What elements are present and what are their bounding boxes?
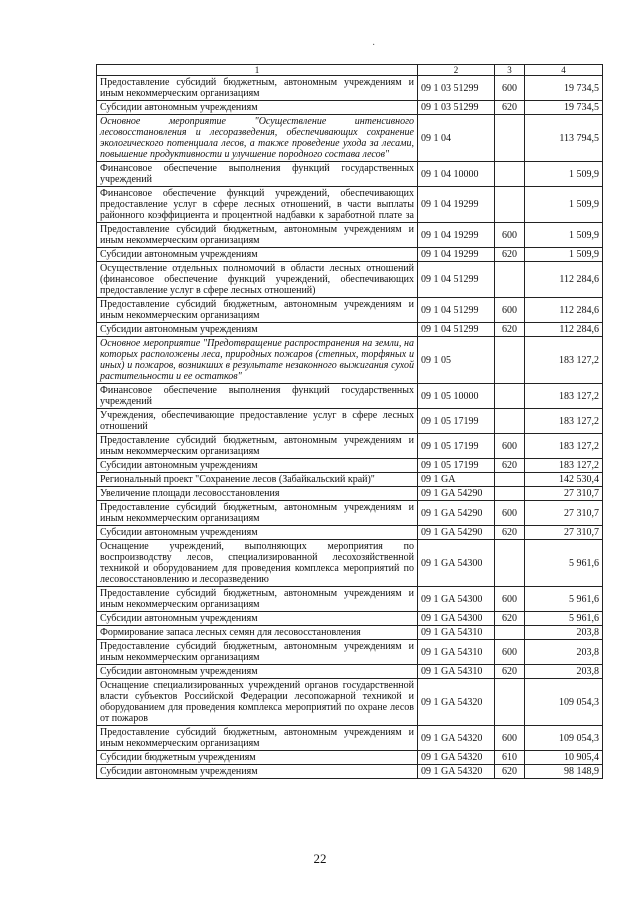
row-expense-type: 600 [495, 640, 525, 665]
row-name: Предоставление субсидий бюджетным, автономным учреждениям и иным некоммерческим организациям [97, 434, 418, 459]
row-amount: 183 127,2 [525, 384, 603, 409]
row-name: Основное мероприятие "Осуществление интенсивного лесовосстановления и лесоразведения, обеспечивающих сохранение экологического потенциала лесов, а также проведение ухода за лесами, повышение продуктивности и улучшение породного состава лесов" [97, 115, 418, 162]
row-amount: 1 509,9 [525, 162, 603, 187]
row-code: 09 1 GA 54300 [418, 612, 495, 626]
row-amount: 183 127,2 [525, 337, 603, 384]
row-expense-type [495, 162, 525, 187]
row-name: Предоставление субсидий бюджетным, автономным учреждениям и иным некоммерческим организациям [97, 501, 418, 526]
row-expense-type: 600 [495, 223, 525, 248]
table-row [97, 501, 603, 526]
row-amount: 1 509,9 [525, 248, 603, 262]
row-name: Финансовое обеспечение выполнения функций государственных учреждений [97, 384, 418, 409]
row-name: Предоставление субсидий бюджетным, автономным учреждениям и иным некоммерческим организациям [97, 726, 418, 751]
row-code: 09 1 GA 54310 [418, 665, 495, 679]
row-code: 09 1 05 [418, 337, 495, 384]
row-code: 09 1 04 51299 [418, 323, 495, 337]
row-name: Предоставление субсидий бюджетным, автономным учреждениям и иным некоммерческим организациям [97, 640, 418, 665]
row-code: 09 1 GA 54300 [418, 587, 495, 612]
row-amount: 112 284,6 [525, 298, 603, 323]
row-code: 09 1 GA 54310 [418, 640, 495, 665]
row-name: Субсидии автономным учреждениям [97, 323, 418, 337]
table-row [97, 248, 603, 262]
row-code: 09 1 04 [418, 115, 495, 162]
row-expense-type: 620 [495, 459, 525, 473]
table-row [97, 626, 603, 640]
row-amount: 1 509,9 [525, 223, 603, 248]
row-name: Субсидии автономным учреждениям [97, 248, 418, 262]
row-code: 09 1 GA 54290 [418, 501, 495, 526]
row-amount: 27 310,7 [525, 526, 603, 540]
row-expense-type [495, 409, 525, 434]
row-code: 09 1 04 19299 [418, 248, 495, 262]
row-expense-type: 600 [495, 76, 525, 101]
row-expense-type [495, 626, 525, 640]
budget-table [96, 64, 603, 779]
row-name: Основное мероприятие "Предотвращение распространения на земли, на которых расположены леса, природных пожаров (степных, торфяных и иных) и пожаров, возникших в результате незаконного выжигания сухой растительности и ее остатков" [97, 337, 418, 384]
row-name: Предоставление субсидий бюджетным, автономным учреждениям и иным некоммерческим организациям [97, 76, 418, 101]
row-amount: 203,8 [525, 626, 603, 640]
row-code: 09 1 GA 54320 [418, 679, 495, 726]
table-row [97, 473, 603, 487]
row-name: Субсидии автономным учреждениям [97, 665, 418, 679]
row-code: 09 1 GA 54320 [418, 765, 495, 779]
row-code: 09 1 GA 54310 [418, 626, 495, 640]
row-name: Субсидии автономным учреждениям [97, 526, 418, 540]
row-name: Увеличение площади лесовосстановления [97, 487, 418, 501]
row-amount: 183 127,2 [525, 409, 603, 434]
row-expense-type: 600 [495, 587, 525, 612]
row-code: 09 1 04 10000 [418, 162, 495, 187]
row-expense-type: 620 [495, 101, 525, 115]
row-amount: 27 310,7 [525, 501, 603, 526]
row-name: Субсидии автономным учреждениям [97, 765, 418, 779]
row-amount: 5 961,6 [525, 612, 603, 626]
row-name: Учреждения, обеспечивающие предоставление услуг в сфере лесных отношений [97, 409, 418, 434]
table-row [97, 751, 603, 765]
row-amount: 19 734,5 [525, 76, 603, 101]
row-expense-type: 620 [495, 248, 525, 262]
row-name: Формирование запаса лесных семян для лесовосстановления [97, 626, 418, 640]
row-expense-type: 620 [495, 612, 525, 626]
row-amount: 27 310,7 [525, 487, 603, 501]
row-name: Оснащение учреждений, выполняющих мероприятия по воспроизводству лесов, специализированной лесохозяйственной техникой и оборудованием для проведения комплекса мероприятий по лесовосстановлению и лесоразведению [97, 540, 418, 587]
row-name: Предоставление субсидий бюджетным, автономным учреждениям и иным некоммерческим организациям [97, 223, 418, 248]
row-expense-type: 610 [495, 751, 525, 765]
row-amount: 5 961,6 [525, 540, 603, 587]
row-expense-type: 620 [495, 765, 525, 779]
row-code: 09 1 05 17199 [418, 409, 495, 434]
row-expense-type: 600 [495, 298, 525, 323]
row-amount: 203,8 [525, 640, 603, 665]
row-name: Региональный проект "Сохранение лесов (Забайкальский край)" [97, 473, 418, 487]
row-name [97, 187, 418, 223]
row-code: 09 1 04 51299 [418, 298, 495, 323]
table-header-row [97, 65, 603, 76]
table-row [97, 679, 603, 726]
row-expense-type: 600 [495, 501, 525, 526]
row-name: Субсидии автономным учреждениям [97, 459, 418, 473]
table-row [97, 337, 603, 384]
row-amount: 109 054,3 [525, 726, 603, 751]
row-expense-type [495, 679, 525, 726]
table-row [97, 76, 603, 101]
row-expense-type [495, 487, 525, 501]
table-row [97, 612, 603, 626]
row-amount: 112 284,6 [525, 262, 603, 298]
row-code: 09 1 05 17199 [418, 459, 495, 473]
row-expense-type [495, 337, 525, 384]
row-code: 09 1 05 17199 [418, 434, 495, 459]
header-col-3: 3 [495, 65, 525, 76]
row-code: 09 1 GA 54300 [418, 540, 495, 587]
row-code: 09 1 GA 54290 [418, 487, 495, 501]
page-number: 22 [313, 851, 327, 866]
table-row [97, 640, 603, 665]
row-code: 09 1 05 10000 [418, 384, 495, 409]
row-amount: 98 148,9 [525, 765, 603, 779]
row-name-text: Финансовое обеспечение функций учреждений, обеспечивающих предоставление услуг в сфере лесных отношений, в части выплаты районного коэффициента и процентной надбавки к заработной плате за [100, 188, 414, 221]
row-amount: 183 127,2 [525, 459, 603, 473]
row-name: Предоставление субсидий бюджетным, автономным учреждениям и иным некоммерческим организациям [97, 587, 418, 612]
table-row [97, 587, 603, 612]
row-code: 09 1 03 51299 [418, 101, 495, 115]
table-row [97, 409, 603, 434]
row-amount: 112 284,6 [525, 323, 603, 337]
table-row [97, 459, 603, 473]
row-expense-type: 620 [495, 323, 525, 337]
row-code: 09 1 03 51299 [418, 76, 495, 101]
table-row [97, 262, 603, 298]
row-expense-type [495, 384, 525, 409]
row-name: Субсидии автономным учреждениям [97, 101, 418, 115]
row-amount: 10 905,4 [525, 751, 603, 765]
row-expense-type [495, 262, 525, 298]
table-row [97, 101, 603, 115]
row-name: Предоставление субсидий бюджетным, автономным учреждениям и иным некоммерческим организациям [97, 298, 418, 323]
row-name: Субсидии автономным учреждениям [97, 612, 418, 626]
table-row [97, 298, 603, 323]
row-amount: 109 054,3 [525, 679, 603, 726]
table-row [97, 162, 603, 187]
row-code: 09 1 04 51299 [418, 262, 495, 298]
row-amount: 203,8 [525, 665, 603, 679]
table-row [97, 323, 603, 337]
header-col-1: 1 [97, 65, 418, 76]
table-row [97, 487, 603, 501]
row-code: 09 1 GA [418, 473, 495, 487]
row-code: 09 1 GA 54320 [418, 726, 495, 751]
row-expense-type: 620 [495, 665, 525, 679]
row-name: Осуществление отдельных полномочий в области лесных отношений (финансовое обеспечение функций учреждений, обеспечивающих предоставление услуг в сфере лесных отношений) [97, 262, 418, 298]
row-code: 09 1 GA 54290 [418, 526, 495, 540]
row-amount: 183 127,2 [525, 434, 603, 459]
row-code: 09 1 GA 54320 [418, 751, 495, 765]
scan-speck: · [372, 40, 376, 51]
row-expense-type: 600 [495, 434, 525, 459]
table-row [97, 765, 603, 779]
row-expense-type [495, 540, 525, 587]
table-row [97, 540, 603, 587]
row-code: 09 1 04 19299 [418, 223, 495, 248]
table-row [97, 526, 603, 540]
row-name: Оснащение специализированных учреждений органов государственной власти субъектов Российской Федерации лесопожарной техникой и оборудованием для проведения комплекса мероприятий по охране лесов от пожаров [97, 679, 418, 726]
row-amount: 5 961,6 [525, 587, 603, 612]
row-amount: 19 734,5 [525, 101, 603, 115]
row-expense-type [495, 473, 525, 487]
table-row [97, 726, 603, 751]
row-expense-type: 600 [495, 726, 525, 751]
row-code: 09 1 04 19299 [418, 187, 495, 223]
row-name: Субсидии бюджетным учреждениям [97, 751, 418, 765]
table-row [97, 187, 603, 223]
row-amount: 1 509,9 [525, 187, 603, 223]
header-col-4: 4 [525, 65, 603, 76]
table-row [97, 223, 603, 248]
table-row [97, 115, 603, 162]
table-row [97, 665, 603, 679]
row-expense-type [495, 187, 525, 223]
row-expense-type: 620 [495, 526, 525, 540]
row-amount: 142 530,4 [525, 473, 603, 487]
table-row [97, 384, 603, 409]
row-expense-type [495, 115, 525, 162]
table-row [97, 434, 603, 459]
row-name: Финансовое обеспечение выполнения функций государственных учреждений [97, 162, 418, 187]
header-col-2: 2 [418, 65, 495, 76]
row-amount: 113 794,5 [525, 115, 603, 162]
